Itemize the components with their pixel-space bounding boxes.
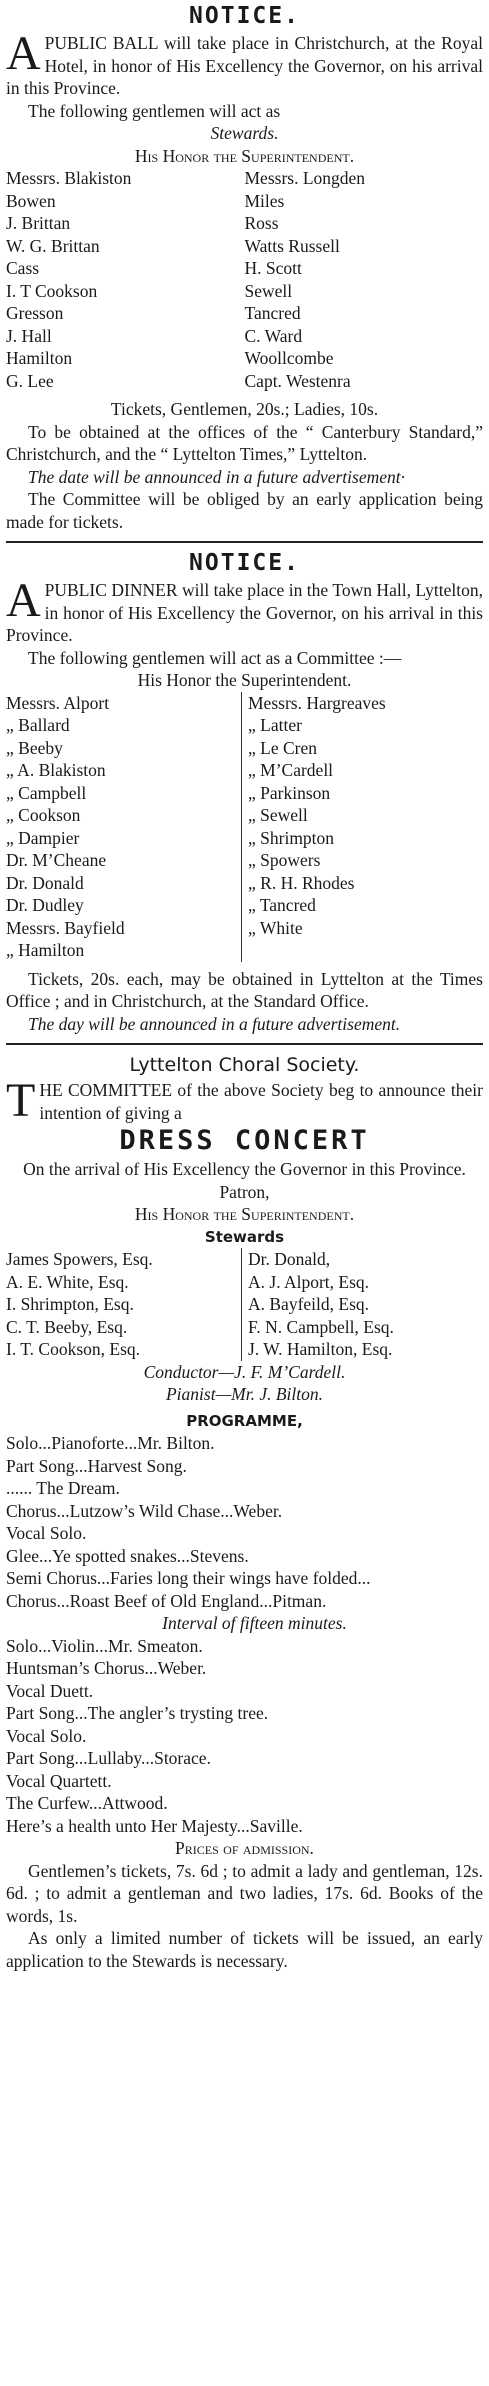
programme-item: Vocal Solo. xyxy=(6,1725,87,1746)
programme-item: Here’s a health unto Her Majesty...Saville. xyxy=(6,1815,303,1836)
programme-list xyxy=(6,1432,483,1837)
dinner-intro: PUBLIC DINNER will take place in the Town Hall, Lyttelton, in honor of His Excellency the Governor, on his arrival in this Province. xyxy=(6,580,483,645)
steward-name: Sewell xyxy=(244,280,293,301)
ball-date: The date will be announced in a future advertisement· xyxy=(28,466,405,487)
programme-item: Part Song...Lullaby...Storace. xyxy=(6,1748,211,1768)
steward-name: Ross xyxy=(244,213,279,233)
programme-item: Huntsman’s Chorus...Weber. xyxy=(6,1658,207,1678)
steward-name: Hamilton xyxy=(6,348,73,368)
concert-title: DRESS CONCERT xyxy=(119,1125,370,1156)
stewards-label: Stewards xyxy=(204,1227,285,1246)
steward-name: A. Bayfeild, Esq. xyxy=(248,1294,370,1314)
steward-name: Messrs. Longden xyxy=(244,168,366,188)
steward-name: A. E. White, Esq. xyxy=(6,1271,129,1292)
steward-name: G. Lee xyxy=(6,370,54,391)
steward-name: I. T Cookson xyxy=(6,280,98,301)
notice-dinner xyxy=(6,549,483,1035)
prices-label: Prices of admission. xyxy=(175,1838,314,1858)
committee-member: „ Cookson xyxy=(6,805,81,825)
ball-tickets: Tickets, Gentlemen, 20s.; Ladies, 10s. xyxy=(110,399,379,419)
programme-item: Solo...Violin...Mr. Smeaton. xyxy=(6,1635,203,1656)
concert-arrival: On the arrival of His Excellency the Governor in this Province. xyxy=(23,1159,466,1179)
steward-name: Gresson xyxy=(6,303,64,323)
patron-name: His Honor the Superintendent. xyxy=(134,1204,355,1224)
steward-name: Tancred xyxy=(244,303,301,323)
committee-member: „ Beeby xyxy=(6,737,63,758)
drop-cap: A xyxy=(6,574,41,627)
patron-label: Patron, xyxy=(219,1181,270,1202)
notice-heading: NOTICE. xyxy=(189,3,300,29)
programme-item: Part Song...Harvest Song. xyxy=(6,1455,187,1476)
stewards-right-column xyxy=(245,167,484,392)
committee-member: „ Campbell xyxy=(6,782,87,803)
programme-item: Vocal Quartett. xyxy=(6,1770,112,1791)
committee-member: Messrs. Hargreaves xyxy=(248,692,386,713)
programme-item: ...... The Dream. xyxy=(6,1478,120,1498)
programme-item: Semi Chorus...Faries long their wings have folded... xyxy=(6,1568,371,1588)
programme-item: Vocal Solo. xyxy=(6,1523,87,1543)
conductor-line: Conductor—J. F. M’Cardell. xyxy=(143,1361,346,1382)
concert-intro: HE COMMITTEE of the above Society beg to announce their intention of giving a xyxy=(39,1080,483,1123)
dinner-date: The day will be announced in a future advertisement. xyxy=(28,1013,401,1034)
ball-obtain: To be obtained at the offices of the “ Canterbury Standard,” Christchurch, and the “ Lyttelton Times,” Lyttelton. xyxy=(6,421,483,464)
notice-heading: NOTICE. xyxy=(189,550,300,576)
drop-cap: T xyxy=(6,1074,36,1127)
concert-stewards-right xyxy=(242,1248,483,1361)
programme-item: Glee...Ye spotted snakes...Stevens. xyxy=(6,1545,249,1566)
committee-member: Dr. Donald xyxy=(6,872,84,893)
committee-member: „ Parkinson xyxy=(248,782,331,803)
committee-member: Dr. M’Cheane xyxy=(6,850,107,870)
steward-name: James Spowers, Esq. xyxy=(6,1249,153,1269)
stewards-label: Stewards. xyxy=(210,123,279,143)
committee-member: „ White xyxy=(248,917,303,938)
programme-item: Chorus...Lutzow’s Wild Chase...Weber. xyxy=(6,1500,283,1521)
steward-name: I. T. Cookson, Esq. xyxy=(6,1339,141,1359)
committee-member: „ Dampier xyxy=(6,827,80,848)
steward-name: Watts Russell xyxy=(244,235,340,256)
steward-name: Dr. Donald, xyxy=(248,1249,331,1269)
prices-text: Gentlemen’s tickets, 7s. 6d ; to admit a lady and gentleman, 12s. 6d. ; to admit a gentleman and two ladies, 17s. 6d. Books of the words, 1s. xyxy=(6,1860,483,1926)
steward-name: C. T. Beeby, Esq. xyxy=(6,1316,128,1337)
committee-intro: The following gentlemen will act as a Committee :— xyxy=(28,647,402,668)
steward-name: J. W. Hamilton, Esq. xyxy=(248,1339,393,1359)
committee-member: „ Spowers xyxy=(248,850,321,870)
programme-label: PROGRAMME, xyxy=(186,1411,303,1430)
steward-name: Capt. Westenra xyxy=(244,370,351,391)
concert-stewards-left xyxy=(6,1248,242,1361)
steward-name: J. Hall xyxy=(6,325,52,346)
steward-name: Miles xyxy=(244,190,285,211)
ball-intro: PUBLIC BALL will take place in Christchurch, at the Royal Hotel, in honor of His Excellency the Governor, on his arrival in this Province. xyxy=(6,33,483,98)
stewards-list xyxy=(6,167,483,392)
programme-item: Part Song...The angler’s trysting tree. xyxy=(6,1703,269,1723)
notice-ball xyxy=(6,0,483,533)
steward-name: A. J. Alport, Esq. xyxy=(248,1271,370,1292)
notice-concert xyxy=(6,1051,483,1972)
steward-name: F. N. Campbell, Esq. xyxy=(248,1316,394,1337)
committee-member xyxy=(248,939,483,962)
committee-member: „ Shrimpton xyxy=(248,827,335,848)
committee-member: „ Tancred xyxy=(248,895,316,915)
committee-member: „ R. H. Rhodes xyxy=(248,872,355,893)
programme-item: Chorus...Roast Beef of Old England...Pitman. xyxy=(6,1590,327,1611)
committee-member: „ Latter xyxy=(248,715,302,735)
committee-list xyxy=(6,692,483,962)
committee-member: „ Ballard xyxy=(6,715,70,735)
committee-member: „ Sewell xyxy=(248,805,308,825)
stewards-left-column xyxy=(6,167,245,392)
steward-name: J. Brittan xyxy=(6,213,71,233)
steward-name: Cass xyxy=(6,258,40,278)
committee-left-column xyxy=(6,692,242,962)
committee-member: „ Le Cren xyxy=(248,737,317,758)
programme-item: Interval of fifteen minutes. xyxy=(162,1613,347,1633)
committee-member: Messrs. Bayfield xyxy=(6,917,125,938)
concert-stewards-list xyxy=(6,1248,483,1361)
committee-member: „ Hamilton xyxy=(6,940,85,960)
dinner-tickets: Tickets, 20s. each, may be obtained in Lyttelton at the Times Office ; and in Christchurch, at the Standard Office. xyxy=(6,968,483,1011)
stewards-intro: The following gentlemen will act as xyxy=(28,100,281,121)
superintendent-line: His Honor the Superintendent. xyxy=(134,145,355,166)
programme-item: Vocal Duett. xyxy=(6,1680,94,1701)
steward-name: W. G. Brittan xyxy=(6,235,100,256)
drop-cap: A xyxy=(6,27,41,80)
ball-committee: The Committee will be obliged by an early application being made for tickets. xyxy=(6,489,483,532)
committee-member: „ M’Cardell xyxy=(248,760,334,780)
committee-right-column xyxy=(242,692,483,962)
steward-name: C. Ward xyxy=(244,325,303,346)
pianist-line: Pianist—Mr. J. Bilton. xyxy=(165,1384,323,1404)
steward-name: I. Shrimpton, Esq. xyxy=(6,1294,134,1314)
programme-item: The Curfew...Attwood. xyxy=(6,1793,168,1813)
limited-text: As only a limited number of tickets will be issued, an early application to the Stewards is necessary. xyxy=(6,1928,483,1971)
steward-name: Bowen xyxy=(6,190,56,211)
divider xyxy=(6,1043,483,1045)
committee-member: Dr. Dudley xyxy=(6,895,84,915)
steward-name: H. Scott xyxy=(244,258,302,278)
superintendent-line: His Honor the Superintendent. xyxy=(137,670,352,690)
committee-member: Messrs. Alport xyxy=(6,692,110,713)
steward-name: Messrs. Blakiston xyxy=(6,168,132,188)
steward-name: Woollcombe xyxy=(244,348,334,368)
committee-member: „ A. Blakiston xyxy=(6,760,106,780)
divider xyxy=(6,541,483,543)
society-name: Lyttelton Choral Society. xyxy=(129,1054,360,1076)
programme-item: Solo...Pianoforte...Mr. Bilton. xyxy=(6,1433,215,1453)
